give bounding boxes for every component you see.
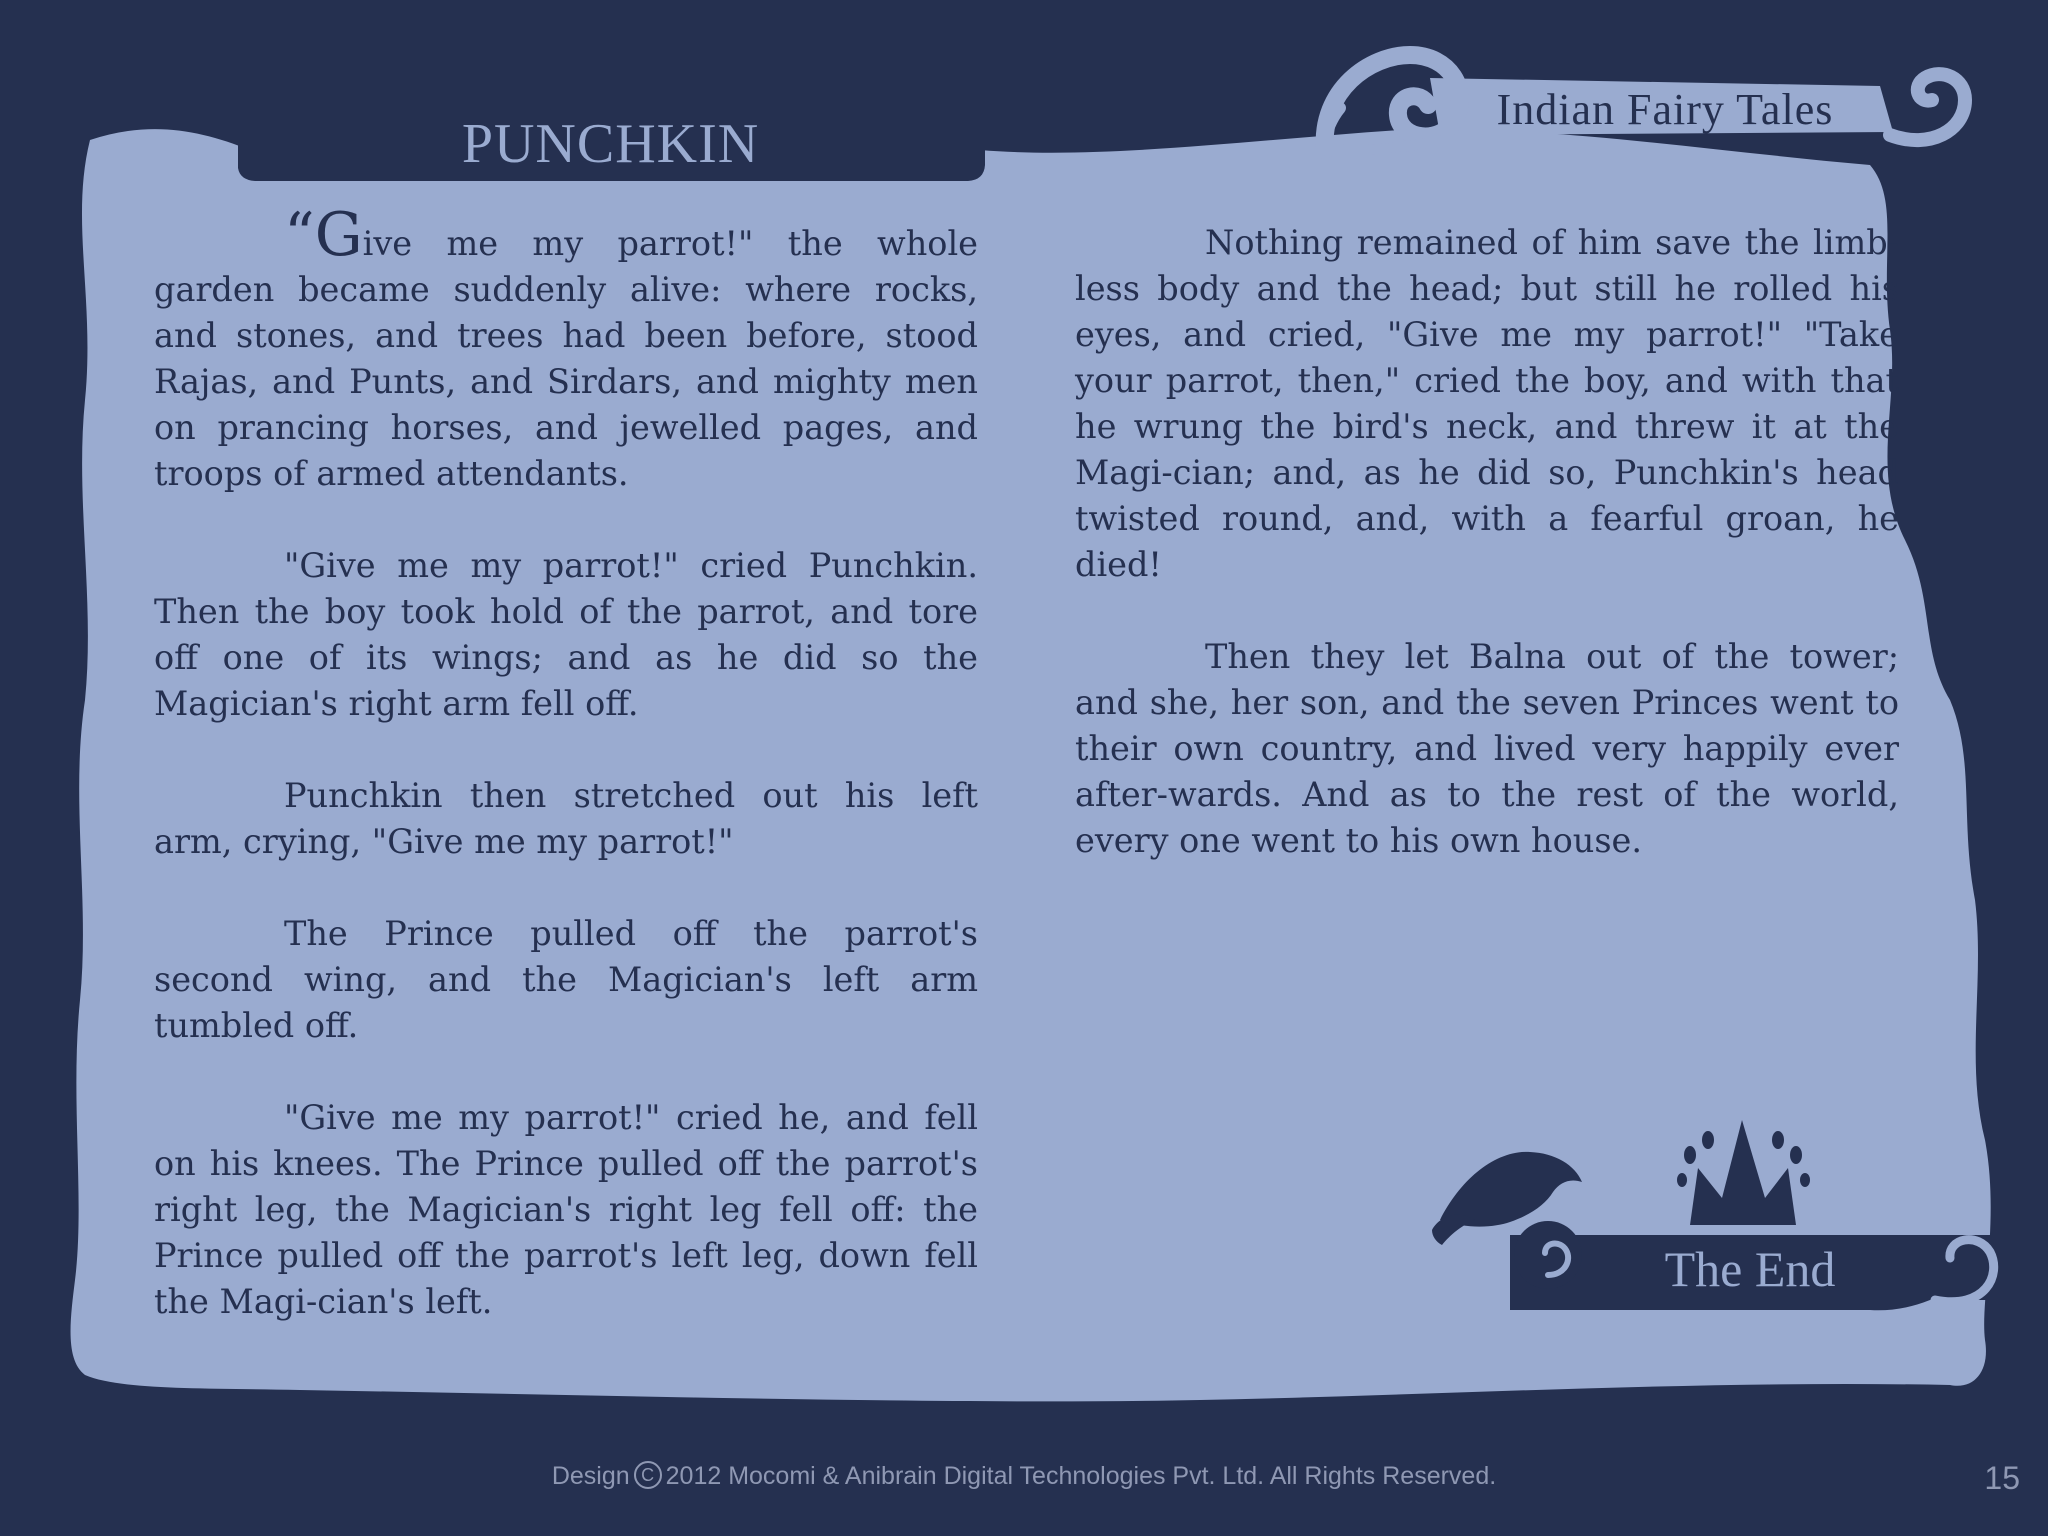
page-number: 15 — [1984, 1460, 2020, 1496]
copyright-footer — [0, 1462, 2048, 1491]
story-paragraph: "Give me my parrot!" cried Punchkin. Then the boy took hold of the parrot, and tore off one of its wings; and as he did so the Magician's right arm fell off. — [154, 546, 978, 723]
scroll-swirl-icon — [1890, 74, 1965, 140]
the-end-label: The End — [1664, 1241, 1836, 1297]
page-title: PUNCHKIN — [461, 113, 760, 175]
drop-cap: G — [314, 200, 363, 270]
opening-quote: “ — [284, 200, 315, 270]
copyright-prefix: Design — [551, 1462, 630, 1490]
story-column-left — [154, 200, 978, 1325]
story-paragraph: Punchkin then stretched out his left arm, crying, "Give me my parrot!" — [154, 776, 978, 861]
copyright-icon: C — [634, 1461, 662, 1489]
story-paragraph: Nothing remained of him save the limb-less body and the head; but still he rolled his eyes, and cried, "Give me my parrot!" "Take your parrot, then," cried the boy, and with that he wrung the bird's neck, and threw it at the Magi-cian; and, as he did so, Punchkin's head twisted round, and, with a fearful groan, he died! — [1075, 223, 1899, 584]
story-paragraph-text: ive me my parrot!" the whole garden became suddenly alive: where rocks, and stones, and trees had been before, stood Rajas, and Punts, and Sirdars, and mighty men on prancing horses, and jewelled pages, and troops of armed attendants. — [154, 224, 978, 493]
story-paragraph: "Give me my parrot!" cried he, and fell on his knees. The Prince pulled off the parrot's right leg, the Magician's right leg fell off: the Prince pulled off the parrot's left leg, down fell the Magi-cian's left. — [154, 1098, 978, 1321]
story-paragraph — [154, 200, 978, 497]
story-column-right — [1075, 220, 1899, 864]
story-paragraph: Then they let Balna out of the tower; and she, her son, and the seven Princes went to their own country, and lived very happily ever after-wards. And as to the rest of the world, every one went to his own house. — [1075, 637, 1899, 860]
copyright-text: 2012 Mocomi & Anibrain Digital Technologies Pvt. Ltd. All Rights Reserved. — [665, 1462, 1497, 1490]
story-paragraph: The Prince pulled off the parrot's second wing, and the Magician's left arm tumbled off. — [154, 914, 978, 1045]
series-label: Indian Fairy Tales — [1496, 85, 1834, 134]
